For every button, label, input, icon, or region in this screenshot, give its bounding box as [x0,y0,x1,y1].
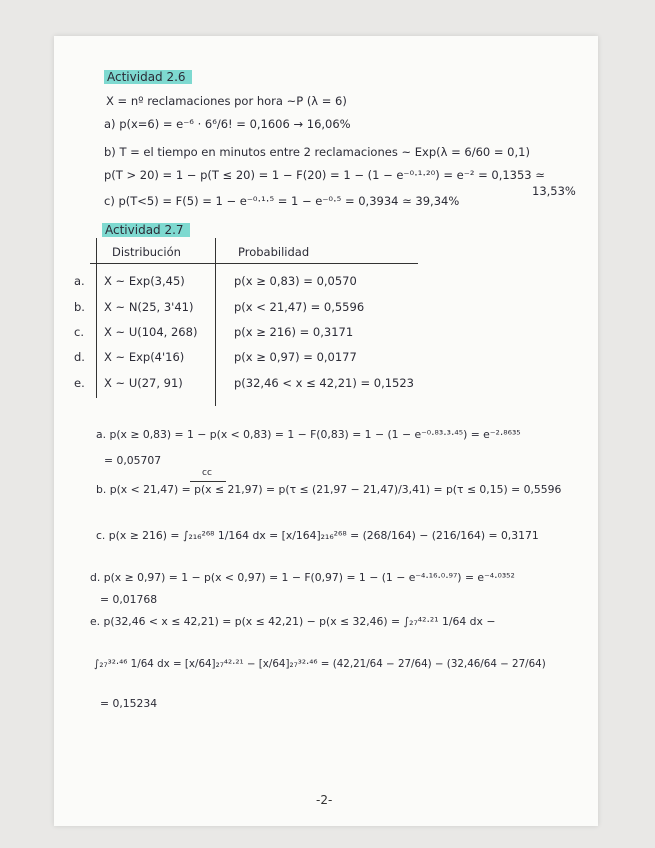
row-distribution: X ~ Exp(3,45) [104,274,185,288]
activity-2-6-heading: Actividad 2.6 [104,70,192,84]
act26-part-a: a) p(x=6) = e⁻⁶ · 6⁶/6! = 0,1606 → 16,06% [104,117,351,131]
table-left-rule [96,238,97,398]
solution-a: a. p(x ≥ 0,83) = 1 − p(x < 0,83) = 1 − F(0,83) = 1 − (1 − e⁻⁰·⁸³·³·⁴⁵) = e⁻²·⁸⁶³⁵ [96,428,521,441]
solution-d: d. p(x ≥ 0,97) = 1 − p(x < 0,97) = 1 − F(0,97) = 1 − (1 − e⁻⁴·¹⁶·⁰·⁹⁷) = e⁻⁴·⁰³⁵² [90,571,515,584]
solution-b: b. p(x < 21,47) = p(x ≤ 21,97) = p(τ ≤ (21,97 − 21,47)/3,41) = p(τ ≤ 0,15) = 0,5596 [96,483,562,496]
row-distribution: X ~ N(25, 3'41) [104,300,194,314]
act26-part-c: c) p(T<5) = F(5) = 1 − e⁻⁰·¹·⁵ = 1 − e⁻⁰·⁵ = 0,3934 ≃ 39,34% [104,194,460,208]
activity-2-7-heading: Actividad 2.7 [102,223,190,237]
row-probability: p(x < 21,47) = 0,5596 [234,300,365,314]
solution-d-result: = 0,01768 [100,593,158,606]
row-probability: p(32,46 < x ≤ 42,21) = 0,1523 [234,376,415,390]
cc-arrow-line [190,481,226,482]
row-distribution: X ~ Exp(4'16) [104,350,185,364]
act26-part-b: b) T = el tiempo en minutos entre 2 reclamaciones ~ Exp(λ = 6/60 = 0,1) [104,145,530,159]
solution-e: e. p(32,46 < x ≤ 42,21) = p(x ≤ 42,21) − p(x ≤ 32,46) = ∫₂₇⁴²·²¹ 1/64 dx − [90,615,496,628]
table-divider-rule [215,238,216,406]
row-letter: a. [74,274,85,288]
row-probability: p(x ≥ 0,83) = 0,0570 [234,274,357,288]
solution-e-continued: ∫₂₇³²·⁴⁶ 1/64 dx = [x/64]₂₇⁴²·²¹ − [x/64]₂₇³²·⁴⁶ = (42,21/64 − 27/64) − (32,46/64 − 27/64) [94,658,546,670]
table-header-probabilidad: Probabilidad [238,245,310,259]
table-header-rule [90,263,418,264]
solution-c: c. p(x ≥ 216) = ∫₂₁₆²⁶⁸ 1/164 dx = [x/164]₂₁₆²⁶⁸ = (268/164) − (216/164) = 0,3171 [96,529,539,542]
row-letter: d. [74,350,85,364]
act26-part-b-percent: 13,53% [532,184,576,198]
continuity-correction-note: cc [202,468,212,478]
solution-a-result: = 0,05707 [104,454,162,467]
table-header-distribucion: Distribución [112,245,181,259]
row-distribution: X ~ U(27, 91) [104,376,183,390]
page-number: -2- [316,793,333,807]
act26-part-b-calc: p(T > 20) = 1 − p(T ≤ 20) = 1 − F(20) = 1 − (1 − e⁻⁰·¹·²⁰) = e⁻² = 0,1353 ≃ [104,168,545,182]
row-distribution: X ~ U(104, 268) [104,325,198,339]
solution-e-result: = 0,15234 [100,697,158,710]
row-probability: p(x ≥ 216) = 0,3171 [234,325,354,339]
row-letter: c. [74,325,84,339]
row-letter: b. [74,300,85,314]
row-probability: p(x ≥ 0,97) = 0,0177 [234,350,357,364]
row-letter: e. [74,376,85,390]
act26-definition: X = nº reclamaciones por hora ~P (λ = 6) [106,94,347,108]
notebook-page [54,36,598,826]
